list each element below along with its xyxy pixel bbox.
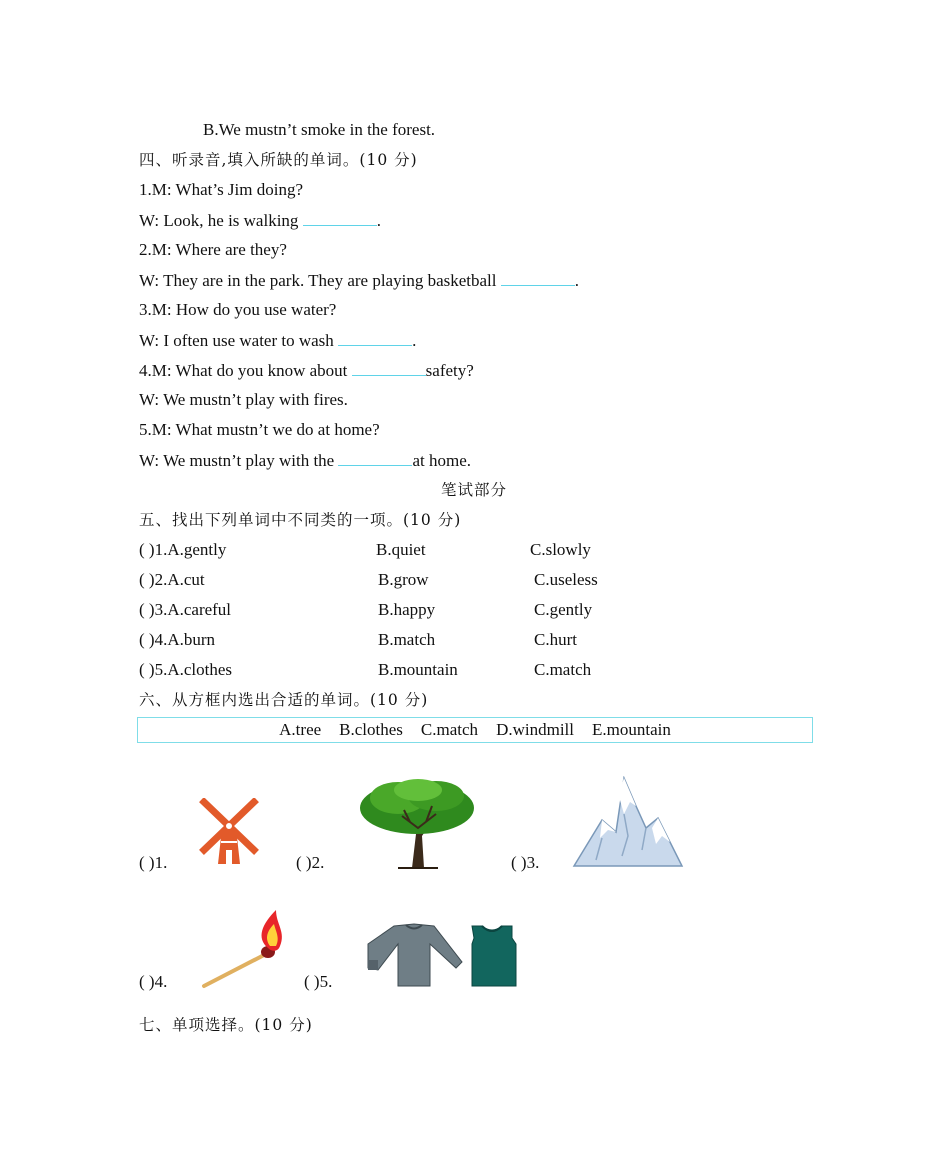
dialogue-line: 4.M: What do you know about safety? (139, 361, 474, 380)
option-b: B.happy (378, 600, 436, 619)
dialogue-line: 1.M: What’s Jim doing? (139, 180, 304, 199)
picture-item-number: ( )2. (296, 853, 325, 872)
dialogue-line: W: Look, he is walking . (139, 211, 381, 230)
option-c: C.slowly (530, 540, 591, 559)
section-6-heading: 六、从方框内选出合适的单词。(10 分) (139, 691, 429, 709)
mountain-icon (572, 776, 684, 870)
option-b: B.grow (378, 570, 429, 589)
dialogue-line: 5.M: What mustn’t we do at home? (139, 420, 380, 439)
dialogue-line: W: I often use water to wash . (139, 331, 417, 350)
dialogue-line: W: We mustn’t play with fires. (139, 390, 348, 409)
option-b: B.quiet (376, 540, 426, 559)
picture-item-number: ( )4. (139, 972, 168, 991)
written-part-title: 笔试部分 (441, 481, 508, 499)
tree-icon (358, 776, 476, 870)
section-7-heading: 七、单项选择。(10 分) (139, 1016, 313, 1034)
match-icon (200, 908, 286, 990)
question-number: ( )3.A.careful (139, 600, 232, 619)
answer-blank[interactable] (352, 359, 426, 376)
answer-blank[interactable] (303, 209, 377, 226)
word-option: C.match (420, 720, 479, 739)
answer-blank[interactable] (501, 269, 575, 286)
word-option: A.tree (279, 720, 322, 739)
word-option: B.clothes (339, 720, 403, 739)
option-b: B.mountain (378, 660, 458, 679)
section-5-heading: 五、找出下列单词中不同类的一项。(10 分) (139, 511, 462, 529)
option-c: C.match (534, 660, 592, 679)
picture-item-number: ( )5. (304, 972, 333, 991)
question-number: ( )2.A.cut (139, 570, 205, 589)
dialogue-line: 3.M: How do you use water? (139, 300, 337, 319)
option-c: C.hurt (534, 630, 577, 649)
answer-blank[interactable] (338, 329, 412, 346)
option-b: B.match (378, 630, 436, 649)
picture-item-number: ( )3. (511, 853, 540, 872)
previous-option-b: B.We mustn’t smoke in the forest. (203, 120, 436, 139)
picture-item-number: ( )1. (139, 853, 168, 872)
option-c: C.useless (534, 570, 598, 589)
option-c: C.gently (534, 600, 593, 619)
windmill-icon (198, 798, 260, 868)
word-option: E.mountain (591, 720, 671, 739)
dialogue-line: 2.M: Where are they? (139, 240, 287, 259)
question-number: ( )4.A.burn (139, 630, 216, 649)
dialogue-line: W: They are in the park. They are playing basketball . (139, 271, 579, 290)
dialogue-line: W: We mustn’t play with the at home. (139, 451, 472, 470)
clothes-icon (364, 922, 520, 990)
word-option: D.windmill (496, 720, 574, 739)
question-number: ( )1.A.gently (139, 540, 227, 559)
question-number: ( )5.A.clothes (139, 660, 233, 679)
answer-blank[interactable] (338, 449, 412, 466)
word-bank-box (137, 717, 813, 743)
section-4-heading: 四、听录音,填入所缺的单词。(10 分) (139, 151, 418, 169)
